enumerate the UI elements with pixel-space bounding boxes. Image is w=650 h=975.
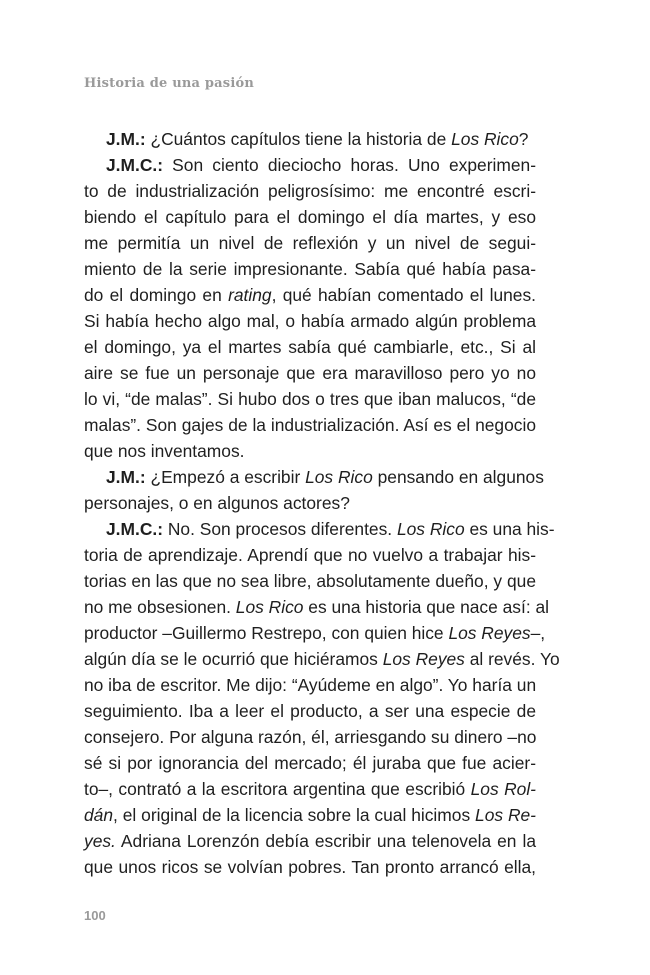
text-line [84,308,536,334]
text-line [84,828,536,854]
text-run: que unos ricos se volvían pobres. Tan pronto arrancó ella, [84,857,536,877]
text-run: seguimiento. Iba a leer el producto, a ser una especie de [84,701,536,721]
text-line [84,724,536,750]
page-number: 100 [84,908,106,923]
text-line [84,620,546,646]
text-run: productor –Guillermo Restrepo, con quien hice [84,623,449,643]
text-run: lo vi, “de malas”. Si hubo dos o tres que iban malucos, “de [84,389,536,409]
text-line [84,646,560,672]
text-line [84,386,536,412]
text-run: Adriana Lorenzón debía escribir una telenovela en la [115,831,536,851]
italic-text: dán [84,805,114,825]
text-run: consejero. Por alguna razón, él, arriesgando su dinero –no [84,727,537,747]
text-run: biendo el capítulo para el domingo el día martes, y eso [84,207,536,227]
text-run: no me obsesionen. [84,597,236,617]
text-line [84,854,536,880]
italic-text: Los Rico [396,519,465,539]
text-run: torias en las que no sea libre, absolutamente dueño, y que [84,571,536,591]
italic-text: Los Reyes [448,623,531,643]
italic-text: rating [228,285,272,305]
text-run: ¿Empezó a escribir [145,467,306,487]
text-run: to–, contrató a la escritora argentina que escribió [84,779,471,799]
italic-text: Los Rico [451,129,519,149]
text-run: Son ciento dieciocho horas. Uno experimen- [163,155,536,175]
text-run: do el domingo en [84,285,229,305]
text-line [84,672,536,698]
text-line [84,230,536,256]
text-run: to de industrialización peligrosísimo: me encontré escri- [84,181,536,201]
text-run: malas”. Son gajes de la industrialización. Así es el negocio [84,415,536,435]
text-line [84,542,536,568]
text-run: personajes, o en algunos actores? [84,493,350,513]
text-line [84,256,536,282]
text-run: es una his- [464,519,555,539]
text-run: ? [518,129,529,149]
text-run: es una historia que nace así: al [303,597,550,617]
text-run: algún día se le ocurrió que hiciéramos [84,649,383,669]
italic-text: Los Re- [475,805,536,825]
text-line [84,698,536,724]
text-line [84,178,536,204]
text-run: no iba de escritor. Me dijo: “Ayúdeme en algo”. Yo haría un [84,675,537,695]
speaker-label: J.M.C.: [106,155,164,175]
text-line [84,282,536,308]
text-run: Si había hecho algo mal, o había armado algún problema [84,311,536,331]
text-run: toria de aprendizaje. Aprendí que no vuelvo a trabajar his- [84,545,536,565]
italic-text: Los Rico [305,467,373,487]
text-line [84,776,536,802]
text-run: No. Son procesos diferentes. [163,519,397,539]
italic-text: yes. [84,831,116,851]
text-line [84,126,536,152]
text-line [84,802,536,828]
italic-text: Los Rol- [470,779,536,799]
text-run: al revés. Yo [464,649,560,669]
text-line [84,412,536,438]
speaker-label: J.M.: [106,467,146,487]
running-head: Historia de una pasión [84,76,254,91]
text-line [84,464,544,490]
italic-text: Los Reyes [382,649,465,669]
italic-text: Los Rico [235,597,304,617]
text-line [84,594,550,620]
text-line [84,516,555,542]
text-line [84,204,536,230]
text-run: aire se fue un personaje que era maravilloso pero yo no [84,363,536,383]
text-run: sé si por ignorancia del mercado; él juraba que fue acier- [84,753,536,773]
text-run: el domingo, ya el martes sabía qué cambiarle, etc., Si al [84,337,536,357]
speaker-label: J.M.C.: [106,519,164,539]
text-run: que nos inventamos. [84,441,245,461]
interview-text [84,126,560,880]
text-line [84,490,536,516]
text-run: ¿Cuántos capítulos tiene la historia de [145,129,452,149]
text-run: , qué habían comentado el lunes. [271,285,537,305]
text-line [84,750,536,776]
text-run: pensando en algunos [372,467,544,487]
text-run: , el original de la licencia sobre la cual hicimos [113,805,476,825]
text-line [84,360,536,386]
text-run: miento de la serie impresionante. Sabía qué había pasa- [84,259,536,279]
text-run: me permitía un nivel de reflexión y un nivel de segui- [84,233,536,253]
speaker-label: J.M.: [106,129,146,149]
text-line [84,152,536,178]
text-line [84,334,536,360]
text-line [84,568,536,594]
text-run: –, [530,623,546,643]
text-line [84,438,536,464]
